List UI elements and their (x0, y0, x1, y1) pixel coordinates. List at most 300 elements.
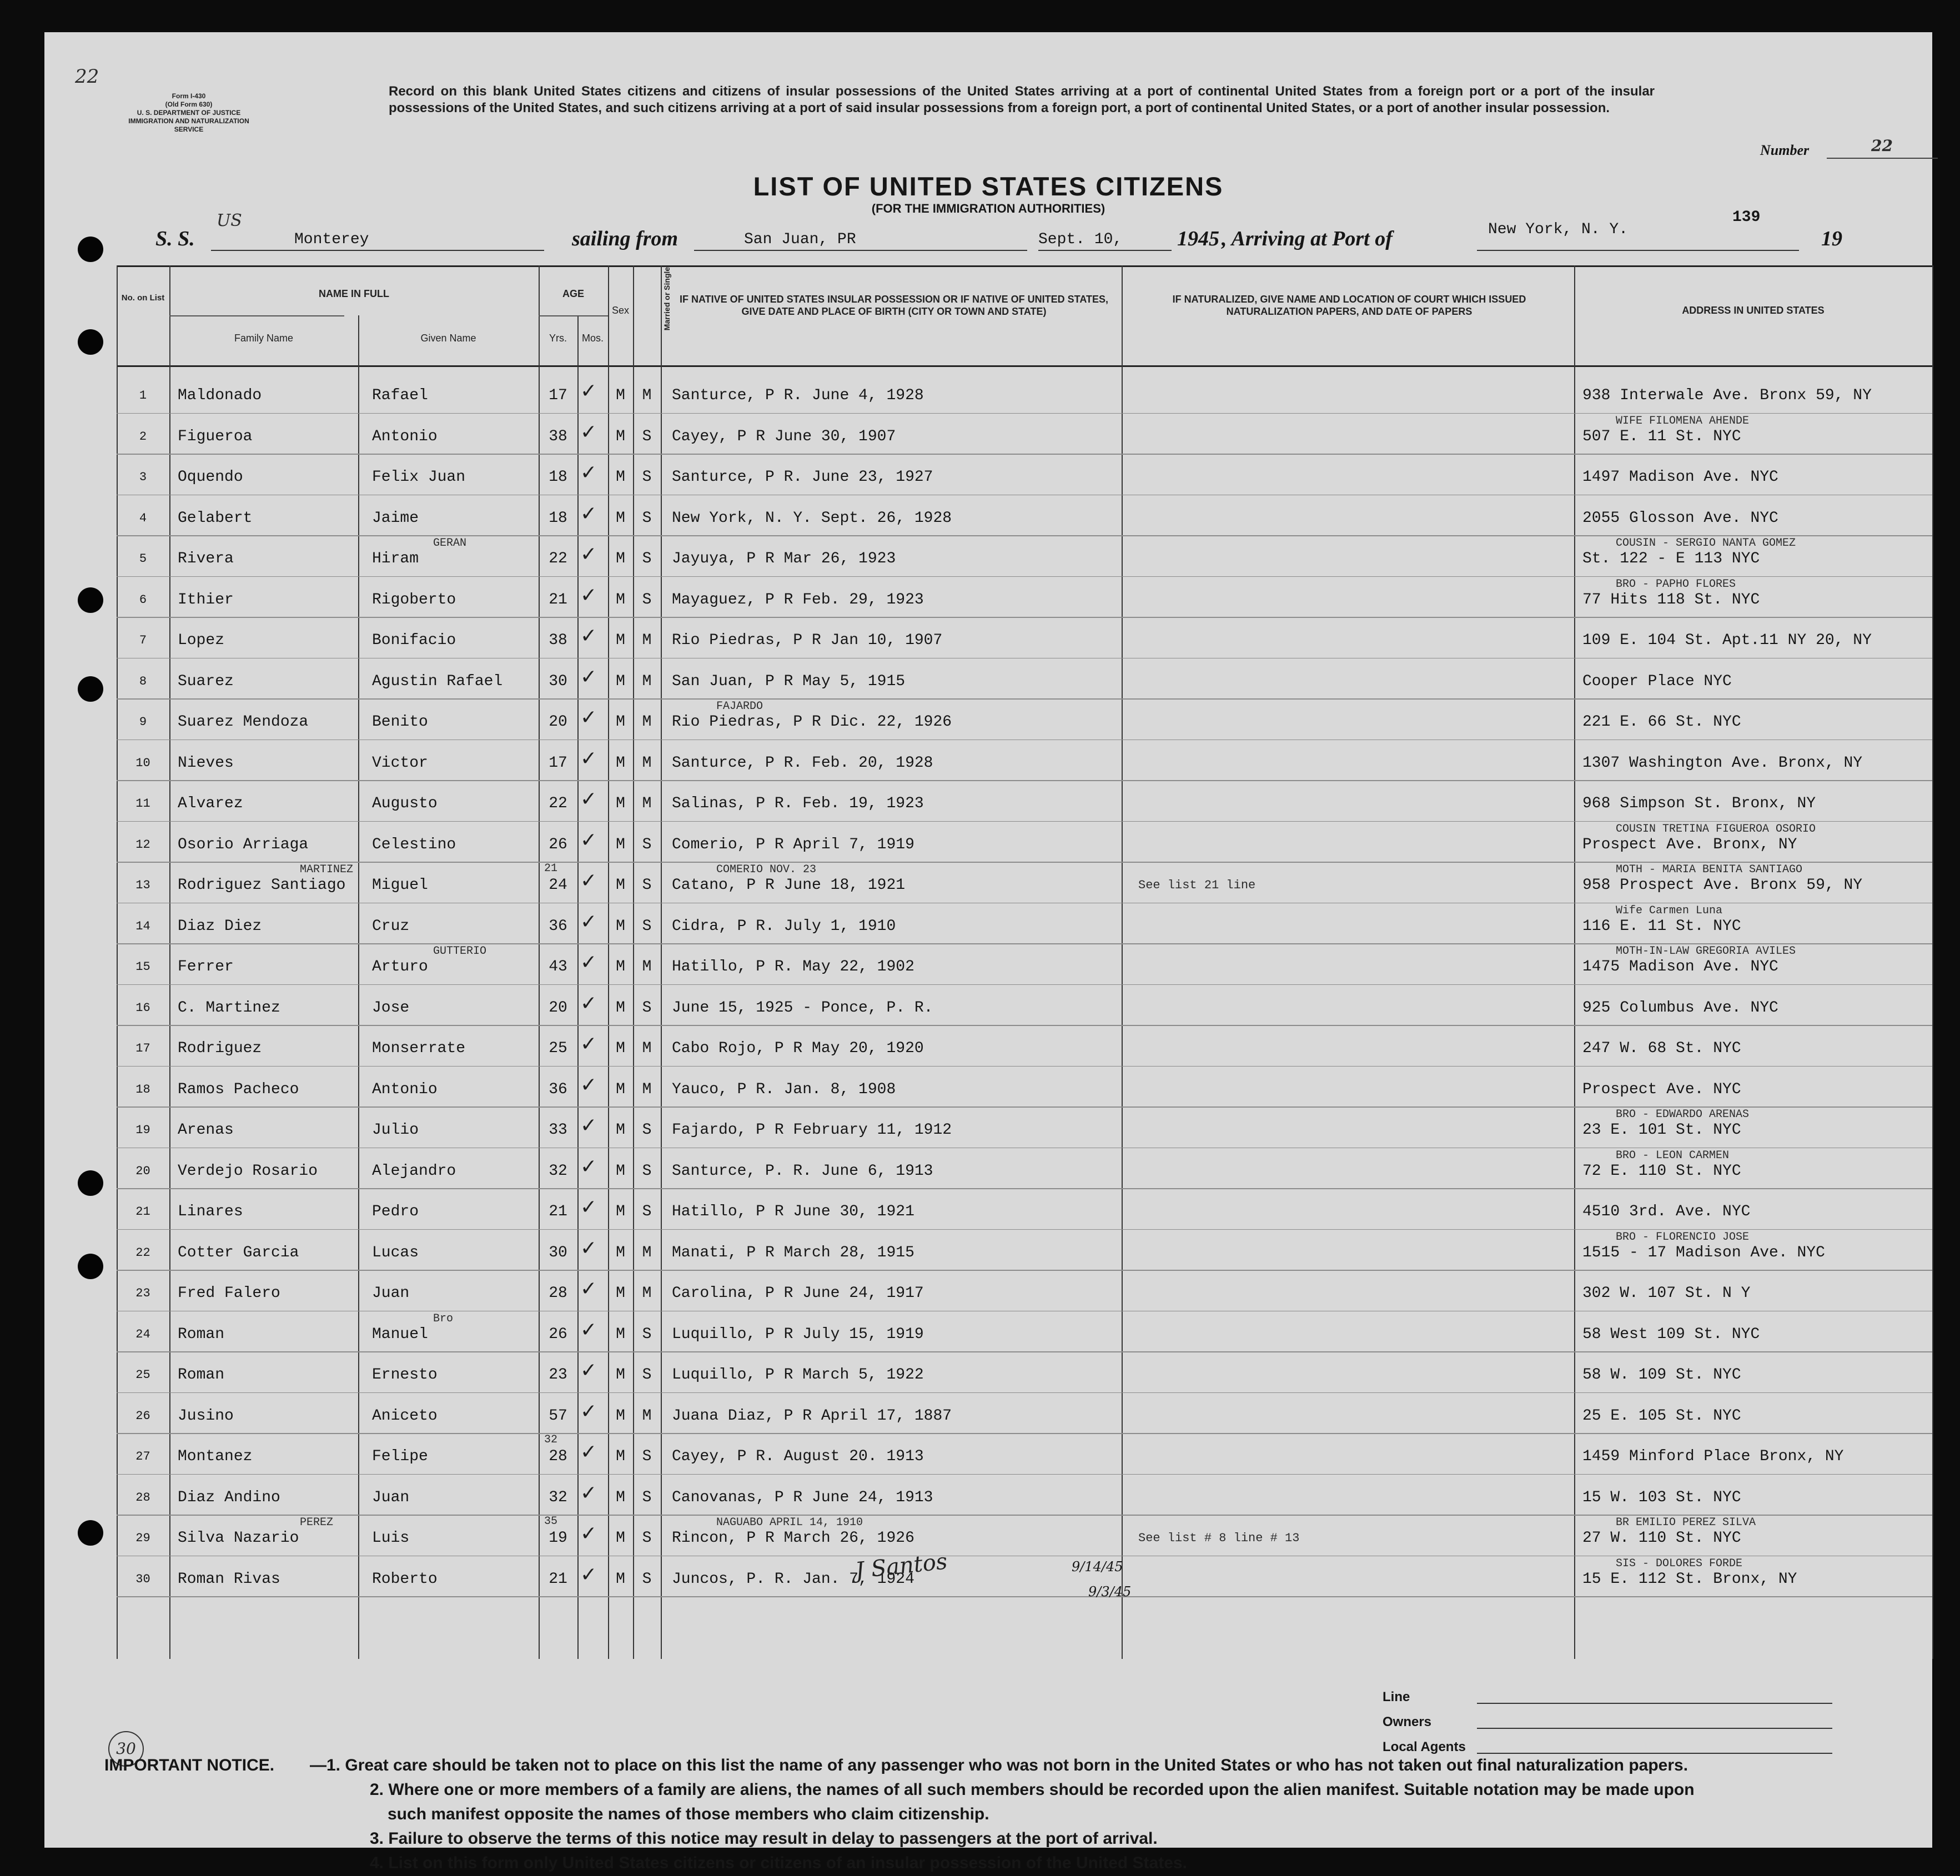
birth-info: Santurce, P R. June 23, 1927 (672, 469, 933, 486)
punch-hole (78, 1520, 103, 1546)
sex: M (616, 877, 625, 894)
sex: M (616, 509, 625, 527)
given-name: Jaime (372, 509, 419, 527)
age-years: 26 (549, 836, 567, 853)
sex: M (616, 1162, 625, 1180)
given-name: Cruz (372, 917, 410, 935)
age-years: 21 (549, 1203, 567, 1220)
given-name: Alejandro (372, 1162, 456, 1180)
row-rule (117, 984, 1932, 985)
page-subtitle: (FOR THE IMMIGRATION AUTHORITIES) (871, 202, 1105, 215)
birth-info: San Juan, P R May 5, 1915 (672, 672, 906, 690)
checkmark-icon: ✓ (580, 1155, 597, 1178)
row-rule (117, 1188, 1932, 1189)
marital-status: M (642, 1407, 652, 1425)
birth-info: Mayaguez, P R Feb. 29, 1923 (672, 591, 924, 608)
age-years: 28 (549, 1285, 567, 1302)
family-name: Rodriguez (178, 1040, 262, 1057)
row-rule (117, 1066, 1932, 1067)
checkmark-icon: ✓ (580, 584, 597, 607)
address: 27 W. 110 St. NYC (1582, 1530, 1741, 1547)
checkmark-icon: ✓ (580, 1318, 597, 1341)
given-name: Felipe (372, 1448, 428, 1465)
given-name: Arturo (372, 958, 428, 975)
address-annotation: BRO - LEON CARMEN (1616, 1149, 1730, 1162)
sex: M (616, 550, 625, 567)
sex: M (616, 387, 625, 404)
address: 15 E. 112 St. Bronx, NY (1582, 1570, 1797, 1588)
marital-status: S (642, 1203, 652, 1220)
birth-info: Comerio, P R April 7, 1919 (672, 836, 914, 853)
sex: M (616, 1121, 625, 1139)
age-years: 17 (549, 754, 567, 772)
birth-info: Yauco, P R. Jan. 8, 1908 (672, 1080, 896, 1098)
address: 247 W. 68 St. NYC (1582, 1040, 1741, 1057)
age-years: 21 (549, 591, 567, 608)
marital-status: S (642, 1162, 652, 1180)
age-years: 17 (549, 387, 567, 404)
birth-info: Cidra, P R. July 1, 1910 (672, 917, 896, 935)
address: 77 Hits 118 St. NYC (1582, 591, 1760, 608)
form-id: Form I-430 (172, 92, 206, 100)
marital-status: M (642, 1080, 652, 1098)
row-rule (117, 780, 1932, 781)
family-name: Jusino (178, 1407, 234, 1425)
given-name: Lucas (372, 1244, 419, 1261)
col-border-yrs (577, 315, 579, 1659)
header-naturalized: IF NATURALIZED, GIVE NAME AND LOCATION OF COURT WHICH ISSUED NATURALIZATION PAPERS, AND DATE OF PAPERS (1172, 294, 1526, 317)
header-age: AGE (562, 288, 584, 299)
address: 958 Prospect Ave. Bronx 59, NY (1582, 877, 1863, 894)
address: St. 122 - E 113 NYC (1582, 550, 1760, 567)
notice-heading: IMPORTANT NOTICE. (104, 1756, 275, 1774)
birth-annotation: NAGUABO APRIL 14, 1910 (716, 1516, 863, 1529)
age-years: 33 (549, 1121, 567, 1139)
given-name: Bonifacio (372, 632, 456, 649)
marital-status: S (642, 1570, 652, 1588)
row-number: 4 (139, 511, 147, 525)
family-name: Alvarez (178, 795, 243, 812)
sex: M (616, 632, 625, 649)
agent-line-label: Line (1383, 1689, 1410, 1704)
address: 109 E. 104 St. Apt.11 NY 20, NY (1582, 632, 1872, 649)
ship-name: Monterey (294, 231, 369, 248)
family-name: Osorio Arriaga (178, 836, 309, 853)
marital-status: M (642, 1040, 652, 1057)
family-name: Cotter Garcia (178, 1244, 299, 1261)
header-no: No. on List (121, 293, 165, 303)
manifest-sheet (44, 32, 1932, 1872)
checkmark-icon: ✓ (580, 543, 597, 566)
row-number: 12 (135, 837, 150, 852)
age-years: 28 (549, 1448, 567, 1465)
row-rule (117, 1474, 1932, 1475)
important-notice: IMPORTANT NOTICE. —1. Great care should be taken not to place on this list the name of any passenger who was not born in the United States or who has not taken out final naturalization papers. 2. Where one or more members of a family are aliens, the names of all such members should be recorded upon the alien manifest. Suitable notation may be made upon such manifest opposite the names of those members who claim citizenship. 3. Failure to observe the terms of this notice may result in delay to passengers at the port of arrival. 4. List on this form only United States citizens or citizens of an insular possession of the United States. (104, 1753, 1909, 1875)
row-rule (117, 1311, 1932, 1312)
given-name: Rafael (372, 387, 428, 404)
header-bottom-border (117, 365, 1932, 367)
row-rule (117, 1025, 1932, 1026)
marital-status: S (642, 877, 652, 894)
sailing-from: San Juan, PR (744, 231, 856, 248)
notice-item-4: 4. List on this form only United States citizens or citizens of an insular possession of the United States. (370, 1854, 1187, 1872)
checkmark-icon: ✓ (580, 1563, 597, 1586)
given-name: Manuel (372, 1325, 428, 1343)
sex: M (616, 999, 625, 1017)
family-name: Roman (178, 1366, 225, 1384)
address-annotation: Wife Carmen Luna (1616, 904, 1723, 917)
family-name: Montanez (178, 1448, 253, 1465)
marital-status: M (642, 632, 652, 649)
sex: M (616, 795, 625, 812)
address-annotation: COUSIN - SERGIO NANTA GOMEZ (1616, 537, 1796, 550)
address: 4510 3rd. Ave. NYC (1582, 1203, 1751, 1220)
circled-count: 30 (108, 1731, 144, 1767)
family-name: Arenas (178, 1121, 234, 1139)
address: 968 Simpson St. Bronx, NY (1582, 795, 1816, 812)
row-number: 28 (135, 1490, 150, 1505)
age-years: 20 (549, 713, 567, 731)
naturalization-note: See list 21 line (1138, 878, 1256, 892)
agent-local-label: Local Agents (1383, 1739, 1466, 1754)
sex: M (616, 427, 625, 445)
sailing-label: sailing from (572, 227, 679, 250)
birth-info: Hatillo, P R. May 22, 1902 (672, 958, 914, 975)
family-name: Rivera (178, 550, 234, 567)
marital-status: M (642, 1285, 652, 1302)
header-family-name: Family Name (234, 333, 293, 344)
row-number: 22 (135, 1245, 150, 1260)
punch-hole (78, 329, 103, 355)
row-number: 3 (139, 470, 147, 484)
number-label: Number (1760, 142, 1810, 158)
port-underline (1477, 250, 1799, 251)
marital-status: S (642, 509, 652, 527)
sex: M (616, 1407, 625, 1425)
marital-status: S (642, 1121, 652, 1139)
checkmark-icon: ✓ (580, 1481, 597, 1505)
age-years: 18 (549, 509, 567, 527)
col-border-family (358, 315, 359, 1659)
row-rule (117, 1433, 1932, 1434)
birth-info: Cayey, P R. August 20. 1913 (672, 1448, 924, 1465)
birth-info: New York, N. Y. Sept. 26, 1928 (672, 509, 952, 527)
row-number: 14 (135, 919, 150, 933)
sex: M (616, 1570, 625, 1588)
age-annotation: 35 (544, 1515, 558, 1528)
address: 925 Columbus Ave. NYC (1582, 999, 1778, 1017)
address-annotation: WIFE FILOMENA AHENDE (1616, 414, 1750, 427)
address: Cooper Place NYC (1582, 672, 1732, 690)
birth-info: Cayey, P R June 30, 1907 (672, 427, 896, 445)
birth-info: Hatillo, P R June 30, 1921 (672, 1203, 914, 1220)
address: 25 E. 105 St. NYC (1582, 1407, 1741, 1425)
given-name: Benito (372, 713, 428, 731)
family-name: Ferrer (178, 958, 234, 975)
checkmark-icon: ✓ (580, 1441, 597, 1463)
given-name: Juan (372, 1285, 410, 1302)
marital-status: M (642, 795, 652, 812)
address: 15 W. 103 St. NYC (1582, 1488, 1741, 1506)
birth-info: Rio Piedras, P R Jan 10, 1907 (672, 632, 943, 649)
address: 507 E. 11 St. NYC (1582, 427, 1741, 445)
address: 1497 Madison Ave. NYC (1582, 469, 1778, 486)
family-name: Fred Falero (178, 1285, 280, 1302)
address: 58 West 109 St. NYC (1582, 1325, 1760, 1343)
age-years: 32 (549, 1162, 567, 1180)
birth-info: Jayuya, P R Mar 26, 1923 (672, 550, 896, 567)
family-name: Maldonado (178, 387, 262, 404)
age-years: 36 (549, 1080, 567, 1098)
punch-hole (78, 1170, 103, 1196)
officer-signature: J Santos (854, 1548, 949, 1584)
given-name: Antonio (372, 1080, 438, 1098)
given-name: Julio (372, 1121, 419, 1139)
age-years: 36 (549, 917, 567, 935)
address-annotation: MOTH - MARIA BENITA SANTIAGO (1616, 863, 1803, 876)
given-name: Victor (372, 754, 428, 772)
given-name: Ernesto (372, 1366, 438, 1384)
marital-status: S (642, 469, 652, 486)
given-name: Celestino (372, 836, 456, 853)
arriving-label: , Arriving at Port of (1222, 227, 1393, 250)
arrival-date: 139 (1732, 209, 1761, 226)
old-form: (Old Form 630) (165, 100, 213, 108)
address-annotation: SIS - DOLORES FORDE (1616, 1557, 1743, 1570)
sailing-year: 1945 (1177, 227, 1219, 250)
family-name: Diaz Andino (178, 1488, 280, 1506)
punch-hole (78, 237, 103, 262)
header-married: Married or Single (662, 266, 671, 331)
row-number: 25 (135, 1368, 150, 1382)
punch-hole (78, 1254, 103, 1279)
checkmark-icon: ✓ (580, 910, 597, 933)
age-years: 26 (549, 1325, 567, 1343)
row-number: 20 (135, 1164, 150, 1178)
row-number: 17 (135, 1042, 150, 1055)
ss-label: S. S. (155, 227, 195, 250)
sex: M (616, 672, 625, 690)
header-yrs: Yrs. (549, 333, 567, 344)
col-border-right (1932, 265, 1933, 1659)
naturalization-note: See list # 8 line # 13 (1138, 1531, 1300, 1545)
address-annotation: MOTH-IN-LAW GREGORIA AVILES (1616, 945, 1796, 958)
family-name: Lopez (178, 632, 225, 649)
row-number: 7 (139, 633, 147, 647)
birth-info: Luquillo, P R March 5, 1922 (672, 1366, 924, 1384)
marital-status: M (642, 672, 652, 690)
date-underline (1038, 250, 1172, 251)
row-number: 11 (135, 797, 150, 811)
birth-info: Catano, P R June 18, 1921 (672, 877, 906, 894)
row-number: 24 (135, 1327, 150, 1341)
birth-annotation: COMERIO NOV. 23 (716, 863, 817, 876)
birth-info: Luquillo, P R July 15, 1919 (672, 1325, 924, 1343)
checkmark-icon: ✓ (580, 461, 597, 484)
address: 1307 Washington Ave. Bronx, NY (1582, 754, 1863, 772)
row-rule (117, 495, 1932, 496)
checkmark-icon: ✓ (580, 625, 597, 647)
given-name: Roberto (372, 1570, 438, 1588)
department: U. S. DEPARTMENT OF JUSTICE (137, 109, 241, 117)
punch-hole (78, 676, 103, 702)
address: 23 E. 101 St. NYC (1582, 1121, 1741, 1139)
age-years: 25 (549, 1040, 567, 1057)
family-name: Roman (178, 1325, 225, 1343)
age-years: 22 (549, 795, 567, 812)
family-name: C. Martinez (178, 999, 280, 1017)
signature-date-2: 9/3/45 (1088, 1584, 1132, 1600)
birth-info: Cabo Rojo, P R May 20, 1920 (672, 1040, 924, 1057)
given-name: Jose (372, 999, 410, 1017)
given-name: Juan (372, 1488, 410, 1506)
given-annotation: GERAN (433, 537, 467, 550)
checkmark-icon: ✓ (580, 951, 597, 974)
age-years: 38 (549, 427, 567, 445)
notice-item-2b: such manifest opposite the names of those members who claim citizenship. (388, 1805, 989, 1823)
row-number: 9 (139, 715, 147, 729)
header-given-name: Given Name (420, 333, 476, 344)
sex: M (616, 917, 625, 935)
marital-status: S (642, 999, 652, 1017)
age-years: 21 (549, 1570, 567, 1588)
birth-info: Juncos, P. R. Jan. 7, 1924 (672, 1570, 914, 1588)
given-name: Aniceto (372, 1407, 438, 1425)
age-years: 30 (549, 672, 567, 690)
given-name: Miguel (372, 877, 428, 894)
given-name: Luis (372, 1530, 410, 1547)
address: 302 W. 107 St. N Y (1582, 1285, 1751, 1302)
row-number: 6 (139, 592, 147, 607)
address: Prospect Ave. Bronx, NY (1582, 836, 1797, 853)
checkmark-icon: ✓ (580, 1278, 597, 1300)
from-underline (694, 250, 1027, 251)
sailing-date: Sept. 10, (1038, 231, 1123, 248)
family-name: Ramos Pacheco (178, 1080, 299, 1098)
family-annotation: PEREZ (300, 1516, 334, 1529)
row-number: 10 (135, 756, 150, 770)
row-number: 26 (135, 1409, 150, 1423)
signature-date: 9/14/45 (1072, 1559, 1123, 1575)
birth-info: Juana Diaz, P R April 17, 1887 (672, 1407, 952, 1425)
row-number: 21 (135, 1205, 150, 1219)
age-years: 18 (549, 469, 567, 486)
marital-status: S (642, 1325, 652, 1343)
ship-underline (211, 250, 544, 251)
marital-status: S (642, 1448, 652, 1465)
sex: M (616, 1285, 625, 1302)
row-number: 2 (139, 429, 147, 444)
checkmark-icon: ✓ (580, 869, 597, 892)
age-years: 38 (549, 632, 567, 649)
given-name: Felix Juan (372, 469, 466, 486)
given-name: Antonio (372, 427, 438, 445)
age-years: 19 (549, 1530, 567, 1547)
row-number: 8 (139, 674, 147, 688)
header-name-in-full: NAME IN FULL (319, 288, 389, 299)
given-name: Monserrate (372, 1040, 466, 1057)
row-number: 13 (135, 878, 150, 892)
address-annotation: BRO - FLORENCIO JOSE (1616, 1230, 1750, 1244)
row-number: 29 (135, 1531, 150, 1545)
family-name: Verdejo Rosario (178, 1162, 318, 1180)
family-name: Linares (178, 1203, 243, 1220)
row-rule (117, 698, 1932, 700)
table-top-border (117, 265, 1932, 267)
address-annotation: COUSIN TRETINA FIGUEROA OSORIO (1616, 822, 1816, 836)
family-name: Ithier (178, 591, 234, 608)
given-name: Rigoberto (372, 591, 456, 608)
birth-info: Carolina, P R June 24, 1917 (672, 1285, 924, 1302)
age-years: 22 (549, 550, 567, 567)
birth-info: June 15, 1925 - Ponce, P. R. (672, 999, 933, 1017)
family-name: Silva Nazario (178, 1530, 299, 1547)
family-name: Suarez Mendoza (178, 713, 309, 731)
row-rule (117, 454, 1932, 455)
address: 221 E. 66 St. NYC (1582, 713, 1741, 731)
age-years: 20 (549, 999, 567, 1017)
preamble: Record on this blank United States citizens and citizens of insular possessions of the United States arriving at a port of continental United States from a foreign port or a port of the insular possessions of the United States, and such citizens arriving at a port of said insular possessions from a foreign port, a port of continental United States, or a port of another insular possession. (389, 84, 1655, 115)
age-annotation: 21 (544, 862, 558, 875)
age-years: 32 (549, 1488, 567, 1506)
sex: M (616, 836, 625, 853)
arrival-year: 19 (1821, 227, 1842, 250)
age-annotation: 32 (544, 1434, 558, 1446)
birth-info: Manati, P R March 28, 1915 (672, 1244, 914, 1261)
header-sex: Sex (611, 305, 630, 316)
birth-info: Fajardo, P R February 11, 1912 (672, 1121, 952, 1139)
marital-status: S (642, 550, 652, 567)
marital-status: S (642, 836, 652, 853)
checkmark-icon: ✓ (580, 665, 597, 688)
number-value: 22 (1871, 137, 1893, 155)
marital-status: S (642, 591, 652, 608)
ss-hand-note: US (217, 211, 242, 230)
checkmark-icon: ✓ (580, 1236, 597, 1260)
row-number: 30 (135, 1572, 150, 1586)
marital-status: S (642, 917, 652, 935)
row-number: 16 (135, 1000, 150, 1015)
row-rule (117, 1351, 1932, 1352)
sex: M (616, 469, 625, 486)
name-subheader-line (169, 315, 344, 316)
row-number: 23 (135, 1286, 150, 1300)
col-border-given (539, 265, 540, 1659)
address: 2055 Glosson Ave. NYC (1582, 509, 1778, 527)
age-years: 43 (549, 958, 567, 975)
sex: M (616, 1448, 625, 1465)
row-number: 15 (135, 960, 150, 974)
notice-item-3: 3. Failure to observe the terms of this notice may result in delay to passengers at the port of arrival. (370, 1829, 1158, 1848)
checkmark-icon: ✓ (580, 380, 597, 403)
col-border-married (661, 265, 662, 1659)
age-years: 30 (549, 1244, 567, 1261)
marital-status: M (642, 958, 652, 975)
address-annotation: BRO - PAPHO FLORES (1616, 577, 1736, 591)
checkmark-icon: ✓ (580, 992, 597, 1015)
sex: M (616, 754, 625, 772)
checkmark-icon: ✓ (580, 1196, 597, 1219)
sex: M (616, 1366, 625, 1384)
address: 58 W. 109 St. NYC (1582, 1366, 1741, 1384)
family-name: Diaz Diez (178, 917, 262, 935)
marital-status: M (642, 754, 652, 772)
col-border-no (169, 265, 170, 1659)
checkmark-icon: ✓ (580, 1359, 597, 1382)
address-annotation: BR EMILIO PEREZ SILVA (1616, 1516, 1756, 1529)
row-rule (117, 658, 1932, 659)
marital-status: S (642, 1530, 652, 1547)
